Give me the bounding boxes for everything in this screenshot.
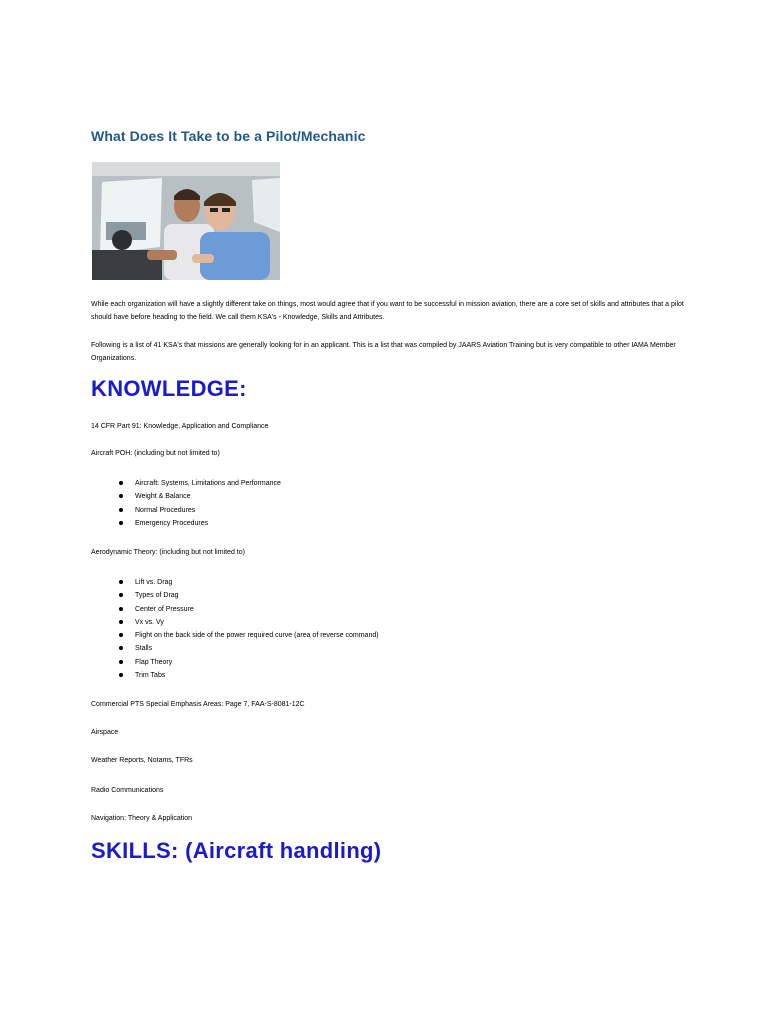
list-item: Weight & Balance (110, 490, 281, 503)
bullet-icon (119, 633, 123, 637)
aero-label: Aerodynamic Theory: (including but not limited to) (91, 549, 245, 556)
list-item: Types of Drag (110, 589, 379, 602)
bullet-icon (119, 508, 123, 512)
bullet-icon (119, 620, 123, 624)
list-item: Emergency Procedures (110, 517, 281, 530)
list-item: Vx vs. Vy (110, 616, 379, 629)
list-item: Trim Tabs (110, 669, 379, 682)
page-title: What Does It Take to be a Pilot/Mechanic (91, 128, 366, 144)
cockpit-photo-illustration (92, 162, 280, 280)
airspace-line: Airspace (91, 729, 119, 736)
poh-label: Aircraft POH: (including but not limited to) (91, 450, 220, 457)
list-item: Flight on the back side of the power required curve (area of reverse command) (110, 629, 379, 642)
cfr-line: 14 CFR Part 91: Knowledge, Application and Compliance (91, 423, 269, 430)
pts-line: Commercial PTS Special Emphasis Areas: Page 7, FAA-S-8081-12C (91, 701, 305, 708)
bullet-icon (119, 607, 123, 611)
list-item: Aircraft: Systems, Limitations and Performance (110, 477, 281, 490)
weather-line: Weather Reports, Notams, TFRs (91, 757, 193, 764)
knowledge-heading: KNOWLEDGE: (91, 376, 247, 401)
poh-list (110, 477, 281, 530)
bullet-icon (119, 494, 123, 498)
bullet-icon (119, 580, 123, 584)
bullet-icon (119, 481, 123, 485)
ksa-list-paragraph: Following is a list of 41 KSA's that missions are generally looking for in an applicant. This is a list that was compiled by JAARS Aviation Training but is very compatible to other IAMA Member Organizations. (91, 342, 676, 362)
bullet-icon (119, 593, 123, 597)
list-item: Lift vs. Drag (110, 576, 379, 589)
aero-list (110, 576, 379, 682)
cockpit-photo (92, 162, 280, 280)
list-item: Normal Procedures (110, 504, 281, 517)
intro-paragraph: While each organization will have a slightly different take on things, most would agree that if you want to be successful in mission aviation, there are a core set of skills and attributes that a pilot should have before heading to the field. We call them KSA's - Knowledge, Skills and Attributes. (91, 301, 684, 321)
bullet-icon (119, 673, 123, 677)
list-item: Flap Theory (110, 656, 379, 669)
list-item: Center of Pressure (110, 603, 379, 616)
bullet-icon (119, 521, 123, 525)
bullet-icon (119, 646, 123, 650)
list-item: Stalls (110, 642, 379, 655)
radio-line: Radio Communications (91, 787, 164, 794)
bullet-icon (119, 660, 123, 664)
skills-heading: SKILLS: (Aircraft handling) (91, 838, 382, 863)
navigation-line: Navigation: Theory & Application (91, 815, 193, 822)
